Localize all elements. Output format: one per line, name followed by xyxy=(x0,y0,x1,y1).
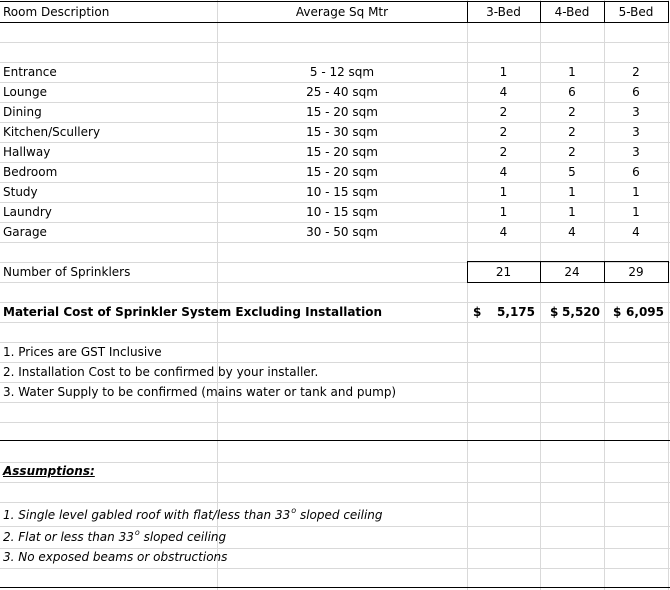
currency-symbol-4-bed: $ xyxy=(550,305,559,319)
assumption-1-suffix: sloped ceiling xyxy=(296,508,383,522)
room-name: Kitchen/Scullery xyxy=(3,125,101,139)
room-name: Study xyxy=(3,185,38,199)
room-4-bed: 2 xyxy=(568,145,576,159)
room-name: Lounge xyxy=(3,85,48,99)
header-col-border xyxy=(668,1,669,23)
assumption-1 xyxy=(3,505,383,525)
gridline-h xyxy=(0,242,670,243)
note-3: 3. Water Supply to be confirmed (mains water or tank and pump) xyxy=(3,385,397,399)
room-3-bed: 1 xyxy=(499,185,508,199)
header-bottom-border xyxy=(0,22,669,23)
room-5-bed: 1 xyxy=(632,185,640,199)
room-5-bed: 3 xyxy=(632,145,640,159)
room-5-bed: 4 xyxy=(632,225,640,239)
sprinkler-col-border xyxy=(668,261,669,283)
gridline-h xyxy=(0,402,670,403)
room-name: Bedroom xyxy=(3,165,58,179)
room-4-bed: 5 xyxy=(568,165,576,179)
room-name: Entrance xyxy=(3,65,57,79)
room-name: Garage xyxy=(3,225,47,239)
room-4-bed: 1 xyxy=(568,185,576,199)
gridline-h xyxy=(0,568,670,569)
sprinklers-3-bed: 21 xyxy=(495,265,512,279)
assumption-2 xyxy=(3,527,226,547)
assumption-2-suffix: sloped ceiling xyxy=(139,530,227,544)
room-name: Laundry xyxy=(3,205,52,219)
assumptions-title: Assumptions: xyxy=(3,464,95,478)
room-name: Dining xyxy=(3,105,42,119)
room-5-bed: 3 xyxy=(632,105,640,119)
room-area: 15 - 30 sqm xyxy=(306,125,378,139)
degree-symbol: o xyxy=(291,506,297,515)
room-4-bed: 1 xyxy=(568,65,576,79)
room-area: 15 - 20 sqm xyxy=(306,145,378,159)
gridline-h xyxy=(0,482,670,483)
room-area: 10 - 15 sqm xyxy=(306,205,378,219)
header-average-sq-mtr: Average Sq Mtr xyxy=(295,5,389,19)
assumption-1-text: 1. Single level gabled roof with flat/less than 33 xyxy=(3,508,291,522)
room-4-bed: 6 xyxy=(568,85,576,99)
gridline-h xyxy=(0,42,670,43)
room-5-bed: 6 xyxy=(632,165,640,179)
sprinkler-bottom-border xyxy=(467,282,669,283)
header-3-bed: 3-Bed xyxy=(486,5,521,19)
assumption-2-text: 2. Flat or less than 33 xyxy=(3,530,134,544)
assumption-3: 3. No exposed beams or obstructions xyxy=(3,550,228,564)
room-area: 5 - 12 sqm xyxy=(309,65,375,79)
room-area: 15 - 20 sqm xyxy=(306,105,378,119)
header-5-bed: 5-Bed xyxy=(618,5,654,19)
cost-4-bed: 5,520 xyxy=(562,305,600,319)
header-room-description: Room Description xyxy=(3,5,110,19)
room-area: 15 - 20 sqm xyxy=(306,165,378,179)
material-cost-label: Material Cost of Sprinkler System Excluding Installation xyxy=(3,305,383,319)
room-4-bed: 2 xyxy=(568,105,576,119)
room-3-bed: 4 xyxy=(499,165,508,179)
sprinklers-5-bed: 29 xyxy=(628,265,644,279)
degree-symbol: o xyxy=(134,528,140,537)
sprinklers-label: Number of Sprinklers xyxy=(3,265,131,279)
section-bottom-border xyxy=(0,587,670,588)
cost-5-bed: 6,095 xyxy=(626,305,664,319)
currency-symbol-3-bed: $ xyxy=(473,305,482,319)
gridline-h xyxy=(0,422,670,423)
gridline-h xyxy=(0,502,670,503)
note-1: 1. Prices are GST Inclusive xyxy=(3,345,162,359)
room-3-bed: 2 xyxy=(499,145,508,159)
room-5-bed: 6 xyxy=(632,85,640,99)
gridline-h xyxy=(0,462,670,463)
room-3-bed: 1 xyxy=(499,65,508,79)
room-area: 30 - 50 sqm xyxy=(306,225,378,239)
room-5-bed: 1 xyxy=(632,205,640,219)
room-4-bed: 4 xyxy=(568,225,576,239)
header-4-bed: 4-Bed xyxy=(554,5,590,19)
section-divider xyxy=(0,440,670,441)
room-3-bed: 1 xyxy=(499,205,508,219)
room-area: 10 - 15 sqm xyxy=(306,185,378,199)
cost-3-bed: 5,175 xyxy=(497,305,535,319)
currency-symbol-5-bed: $ xyxy=(613,305,622,319)
room-5-bed: 3 xyxy=(632,125,640,139)
gridline-h xyxy=(0,322,670,323)
room-4-bed: 2 xyxy=(568,125,576,139)
room-area: 25 - 40 sqm xyxy=(306,85,378,99)
room-name: Hallway xyxy=(3,145,51,159)
note-2: 2. Installation Cost to be confirmed by your installer. xyxy=(3,365,319,379)
sprinklers-4-bed: 24 xyxy=(564,265,580,279)
room-3-bed: 2 xyxy=(499,125,508,139)
room-4-bed: 1 xyxy=(568,205,576,219)
room-3-bed: 4 xyxy=(499,225,508,239)
room-3-bed: 2 xyxy=(499,105,508,119)
room-3-bed: 4 xyxy=(499,85,508,99)
room-5-bed: 2 xyxy=(632,65,640,79)
